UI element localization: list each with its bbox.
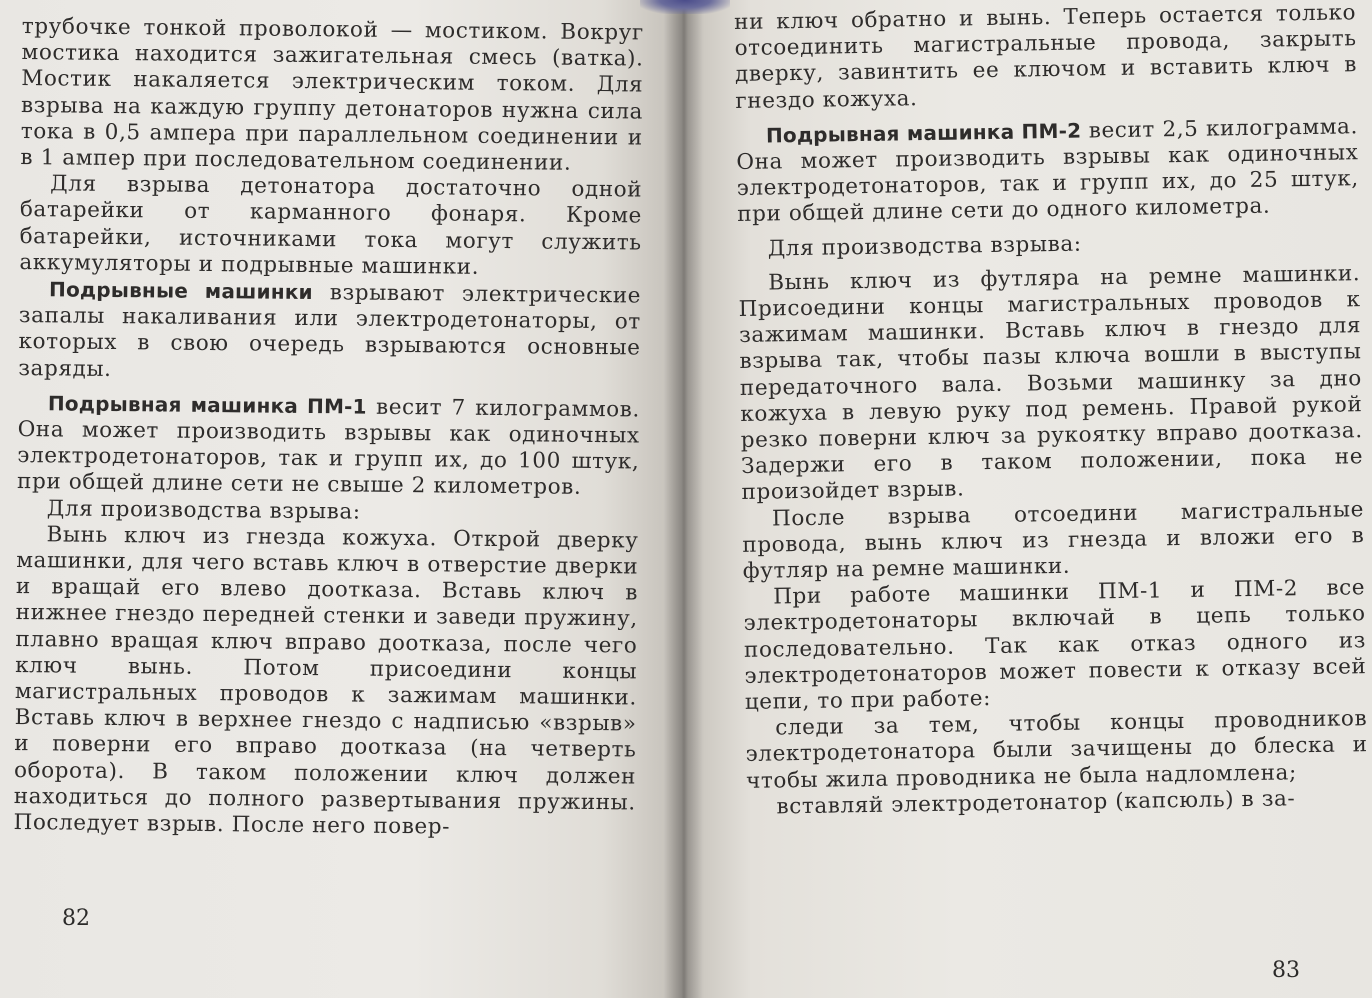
right-page-text: [734, 0, 1369, 821]
paragraph: следи за тем, чтобы концы проводников электродетонатора были зачищены до блеска и чтобы жила проводника не была надломлена;: [745, 706, 1368, 794]
paragraph: Вынь ключ из футляра на ремне машинки. Присоедини концы магистральных проводов к зажимам машинки. Вставь ключ в гнездо для взрыва так, чтобы пазы ключа вошли в выступы передаточного вала. Возьми машинку за дно кожуха в левую руку под ремень. Правой рукой резко поверни ключ за рукоятку вправо доотказа. Задержи его в таком положении, пока не произойдет взрыв.: [738, 261, 1364, 506]
left-page-text: [13, 14, 644, 843]
paragraph: При работе машинки ПМ-1 и ПМ-2 все электродетонаторы включай в цепь только последовательно. Так как отказ одного из электродетонаторов может повести к отказу всей цепи, то при работе:: [743, 575, 1367, 715]
page-number: 83: [1272, 958, 1300, 983]
paragraph: Для взрыва детонатора достаточно одной батарейки от карманного фонаря. Кроме батарейки, источниками тока могут служить аккумуляторы и подрывные машинки.: [19, 171, 643, 280]
paragraph: После взрыва отсоедини магистральные провода, вынь ключ из гнезда и вложи его в футляр на ремне машинки.: [742, 496, 1365, 584]
page-number: 82: [62, 906, 90, 931]
paragraph: [17, 390, 640, 502]
paragraph-body: весит 2,5 килограмма. Она может производить взрывы как одиночных электродетонаторов, так и групп их, до 25 штук, при общей длине сети до одного километра.: [736, 114, 1359, 228]
right-page: [682, 0, 1372, 998]
paragraph-body: взрывают электрические запалы накаливания или электродетонаторы, от которых в свою очередь взрываются основные заряды.: [18, 280, 642, 382]
section-heading: Подрывная машинка ПМ-1: [47, 391, 367, 419]
paragraph: вставляй электродетонатор (капсюль) в за-: [776, 786, 1296, 820]
section-heading: Подрывные машинки: [48, 277, 313, 305]
left-page: [0, 0, 684, 998]
section-heading: Подрывная машинка ПМ-2: [765, 118, 1082, 148]
paragraph: Для производства взрыва:: [46, 495, 361, 525]
paragraph: ни ключ обратно и вынь. Теперь остается только отсоединить магистральные провода, закрыть дверку, завинтить ее ключом и вставить ключ в гнездо кожуха.: [734, 0, 1358, 114]
paragraph: [736, 113, 1360, 229]
paragraph: Для производства взрыва:: [767, 231, 1082, 262]
paragraph: Вынь ключ из гнезда кожуха. Открой дверку машинки, для чего вставь ключ в отверстие дверки и вращай его влево доотказа. Вставь ключ в нижнее гнездо передней стенки и заведи пружину, плавно вращая ключ вправо доотказа, после чего ключ вынь. Потом присоедини концы магистральных проводов к зажимам машинки. Вставь ключ в верхнее гнездо с надписью «взрыв» и поверни его вправо доотказа (на четверть оборота). В таком положении ключ должен находиться до полного развертывания пружины. Последует взрыв. После него повер-: [13, 522, 639, 840]
paragraph: трубочке тонкой проволокой — мостиком. Вокруг мостика находится зажигательная смесь (ватка). Мостик накаляется электрическим током. Для взрыва на каждую группу детонаторов нужна сила тока в 0,5 ампера при параллельном соединении и в 1 ампер при последовательном соединении.: [20, 14, 644, 176]
paragraph: [18, 276, 641, 388]
paragraph-body: весит 7 килограммов. Она может производить взрывы как одиночных электродетонаторов, так и групп их, до 100 штук, при общей длине сети не свыше 2 километров.: [16, 394, 641, 501]
